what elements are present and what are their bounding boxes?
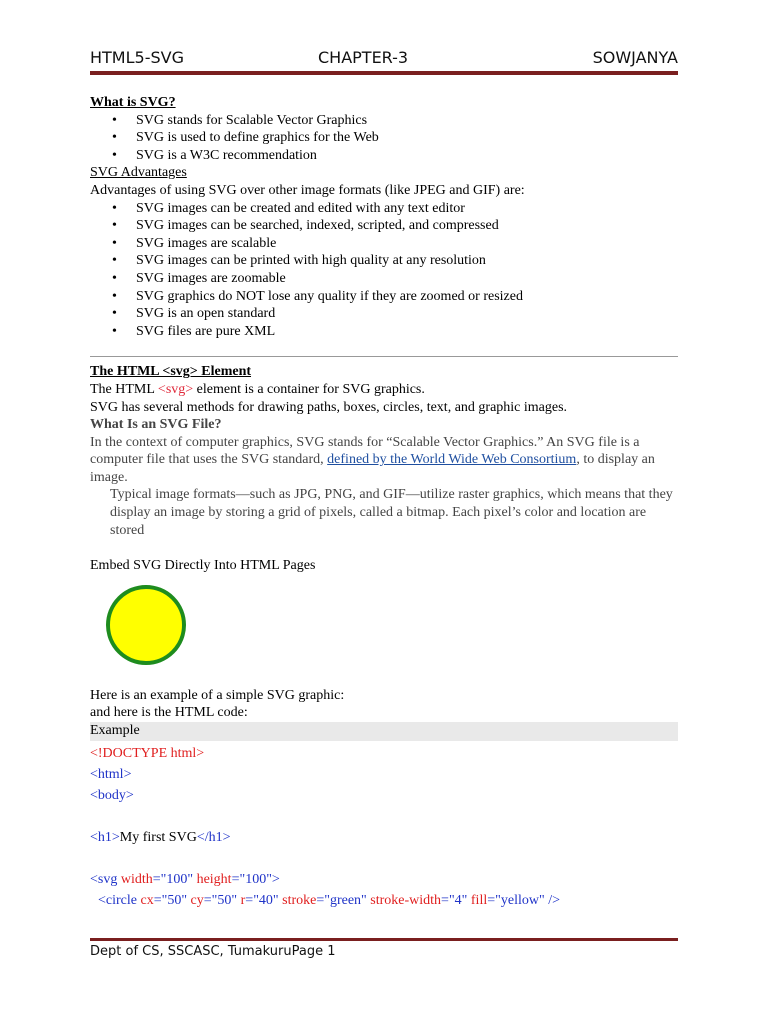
code-token: height bbox=[196, 871, 232, 887]
code-token: "50" bbox=[161, 892, 188, 908]
svg-file-heading: What Is an SVG File? bbox=[90, 417, 222, 433]
code-token: "50" bbox=[211, 892, 238, 908]
code-token: width bbox=[120, 871, 153, 887]
yellow-circle bbox=[108, 587, 184, 663]
w3c-link[interactable]: defined by the World Wide Web Consortium bbox=[327, 452, 577, 468]
example-label: Example bbox=[90, 722, 678, 741]
advantages-intro: Advantages of using SVG over other image formats (like JPEG and GIF) are: bbox=[90, 182, 525, 198]
list-item: • SVG stands for Scalable Vector Graphics bbox=[90, 112, 678, 130]
page-header bbox=[90, 48, 678, 72]
list-item: • SVG is an open standard bbox=[90, 305, 678, 323]
code-token: </h1> bbox=[196, 829, 231, 845]
footer-rule bbox=[90, 938, 678, 941]
code-block bbox=[90, 743, 678, 911]
code-token: "yellow" bbox=[495, 892, 545, 908]
code-token: /> bbox=[548, 892, 560, 908]
code-token: "40" bbox=[253, 892, 279, 908]
what-is-svg-list bbox=[90, 112, 678, 165]
what-is-svg-heading: What is SVG? bbox=[90, 95, 176, 110]
list-item: • SVG is used to define graphics for the Web bbox=[90, 129, 678, 147]
code-token: stroke bbox=[282, 892, 317, 908]
list-item: • SVG graphics do NOT lose any quality if they are zoomed or resized bbox=[90, 288, 678, 306]
list-item: • SVG images are scalable bbox=[90, 235, 678, 253]
code-blank-line bbox=[90, 848, 678, 869]
circle-figure bbox=[104, 583, 678, 683]
code-token: "green" bbox=[324, 892, 367, 908]
header-rule bbox=[90, 71, 678, 75]
code-line-svg: <svg width="100" height="100"> bbox=[90, 871, 280, 887]
list-item: • SVG is a W3C recommendation bbox=[90, 147, 678, 165]
code-token: My first SVG bbox=[119, 829, 197, 845]
list-item: • SVG images are zoomable bbox=[90, 270, 678, 288]
text-span: element is a container for SVG graphics. bbox=[193, 381, 425, 397]
code-token: "100" bbox=[160, 871, 194, 887]
section-divider bbox=[90, 356, 678, 357]
code-token: stroke-width bbox=[370, 892, 442, 908]
code-token: fill bbox=[470, 892, 488, 908]
code-line-body: <body> bbox=[90, 787, 134, 803]
advantages-list bbox=[90, 200, 678, 341]
code-blank-line bbox=[90, 806, 678, 827]
svg-file-paragraph bbox=[90, 434, 678, 487]
text-span: , to display an image. bbox=[90, 452, 655, 485]
code-line-h1 bbox=[90, 827, 678, 848]
page-footer: Dept of CS, SSCASC, TumakuruPage 1 bbox=[90, 944, 336, 959]
code-token: > bbox=[271, 871, 280, 887]
code-token: "4" bbox=[448, 892, 468, 908]
list-item: • SVG images can be printed with high quality at any resolution bbox=[90, 252, 678, 270]
page-content bbox=[90, 94, 678, 911]
text-span: In the context of computer graphics, SVG stands for “Scalable Vector Graphics.” An SVG file is a computer file that uses the SVG standard, bbox=[90, 434, 640, 468]
list-item: • SVG images can be created and edited with any text editor bbox=[90, 200, 678, 218]
text-span: The HTML bbox=[90, 381, 158, 397]
example-intro: Here is an example of a simple SVG graphic: bbox=[90, 687, 345, 703]
code-token: r bbox=[240, 892, 246, 908]
svg-element-line2: SVG has several methods for drawing paths, boxes, circles, text, and graphic images. bbox=[90, 399, 568, 415]
code-token: <circle bbox=[98, 892, 137, 908]
code-token: <h1> bbox=[90, 829, 120, 845]
code-line-circle: <circle cx="50" cy="50" r="40" stroke="green" stroke-width="4" fill="yellow" /> bbox=[98, 892, 560, 908]
list-item: • SVG files are pure XML bbox=[90, 323, 678, 341]
code-line-html: <html> bbox=[90, 766, 132, 782]
list-item: • SVG images can be searched, indexed, scripted, and compressed bbox=[90, 217, 678, 235]
svg-element-line1 bbox=[90, 381, 678, 399]
circle-svg bbox=[104, 583, 204, 683]
header-left: HTML5-SVG bbox=[90, 48, 184, 67]
header-right: SOWJANYA bbox=[592, 48, 678, 67]
example-intro-2: and here is the HTML code: bbox=[90, 705, 248, 721]
code-token: cy bbox=[190, 892, 204, 908]
svg-advantages-heading: SVG Advantages bbox=[90, 165, 187, 181]
embed-heading: Embed SVG Directly Into HTML Pages bbox=[90, 558, 316, 574]
header-center: CHAPTER-3 bbox=[318, 48, 409, 67]
raster-paragraph: Typical image formats—such as JPG, PNG, and GIF—utilize raster graphics, which means that they display an image by storing a grid of pixels, called a bitmap. Each pixel’s color and location are stored bbox=[110, 487, 673, 538]
code-token: "100" bbox=[239, 871, 272, 887]
code-line-doctype: <!DOCTYPE html> bbox=[90, 745, 205, 761]
code-token: <svg bbox=[90, 871, 118, 887]
svg-element-heading: The HTML <svg> Element bbox=[90, 364, 252, 380]
code-token: cx bbox=[140, 892, 154, 908]
svg-tag-text: <svg> bbox=[157, 381, 194, 397]
